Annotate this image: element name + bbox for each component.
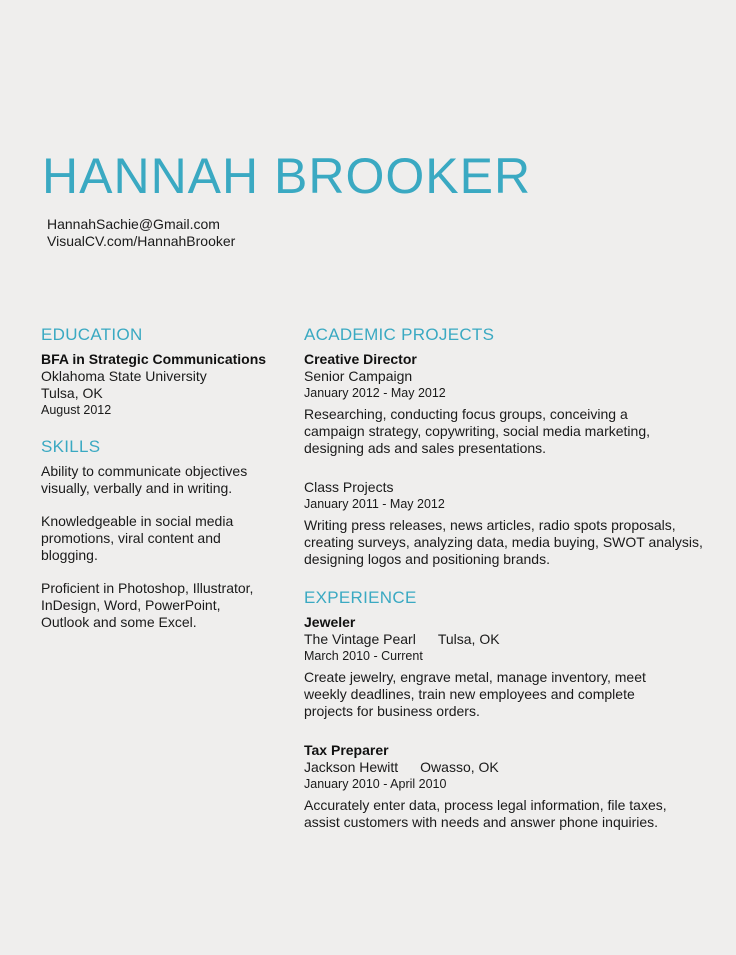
experience-section <box>304 588 714 831</box>
project-entry <box>304 479 714 568</box>
job-description: Create jewelry, engrave metal, manage inventory, meet weekly deadlines, train new employees and complete projects for business orders. <box>304 669 646 719</box>
job-date: March 2010 - Current <box>304 649 423 663</box>
job-location: Owasso, OK <box>420 759 499 775</box>
email-text: HannahSachie@Gmail.com <box>47 216 220 232</box>
job-company-location <box>304 631 714 648</box>
skills-heading: SKILLS <box>41 437 101 456</box>
right-column <box>304 325 714 831</box>
candidate-name: HANNAH BROOKER <box>42 148 532 204</box>
project-description: Writing press releases, news articles, radio spots proposals, creating surveys, analyzing data, media buying, SWOT analysis, designing logos and positioning brands. <box>304 517 703 567</box>
job-role: Tax Preparer <box>304 742 389 758</box>
project-date: January 2012 - May 2012 <box>304 386 446 400</box>
skill-item: Knowledgeable in social media promotions, viral content and blogging. <box>41 513 234 563</box>
school-name: Oklahoma State University <box>41 368 207 384</box>
job-company: Jackson Hewitt <box>304 759 399 775</box>
project-name: Class Projects <box>304 479 394 495</box>
job-role: Jeweler <box>304 614 356 630</box>
job-location: Tulsa, OK <box>437 631 500 647</box>
school-location: Tulsa, OK <box>41 385 103 401</box>
skill-item: Proficient in Photoshop, Illustrator, InDesign, Word, PowerPoint, Outlook and some Excel. <box>41 580 254 630</box>
academic-projects-section <box>304 325 714 568</box>
experience-heading: EXPERIENCE <box>304 588 417 607</box>
academic-projects-heading: ACADEMIC PROJECTS <box>304 325 495 344</box>
website-text: VisualCV.com/HannahBrooker <box>47 233 236 249</box>
project-date: January 2011 - May 2012 <box>304 497 445 511</box>
skills-section <box>41 437 281 631</box>
education-section <box>41 325 281 419</box>
left-column <box>41 325 281 631</box>
contact-info <box>47 216 235 250</box>
job-date: January 2010 - April 2010 <box>304 777 447 791</box>
degree-title: BFA in Strategic Communications <box>41 351 267 367</box>
skill-item: Ability to communicate objectives visually, verbally and in writing. <box>41 463 248 496</box>
job-company: The Vintage Pearl <box>304 631 416 647</box>
project-description: Researching, conducting focus groups, conceiving a campaign strategy, copywriting, social media marketing, designing ads and sales presentations. <box>304 406 651 456</box>
experience-entry <box>304 742 714 831</box>
graduation-date: August 2012 <box>41 403 112 417</box>
project-name: Senior Campaign <box>304 368 413 384</box>
job-description: Accurately enter data, process legal information, file taxes, assist customers with needs and answer phone inquiries. <box>304 797 667 830</box>
experience-entry <box>304 614 714 720</box>
project-entry <box>304 351 714 457</box>
project-role: Creative Director <box>304 351 417 367</box>
education-heading: EDUCATION <box>41 325 143 344</box>
job-company-location <box>304 759 714 776</box>
